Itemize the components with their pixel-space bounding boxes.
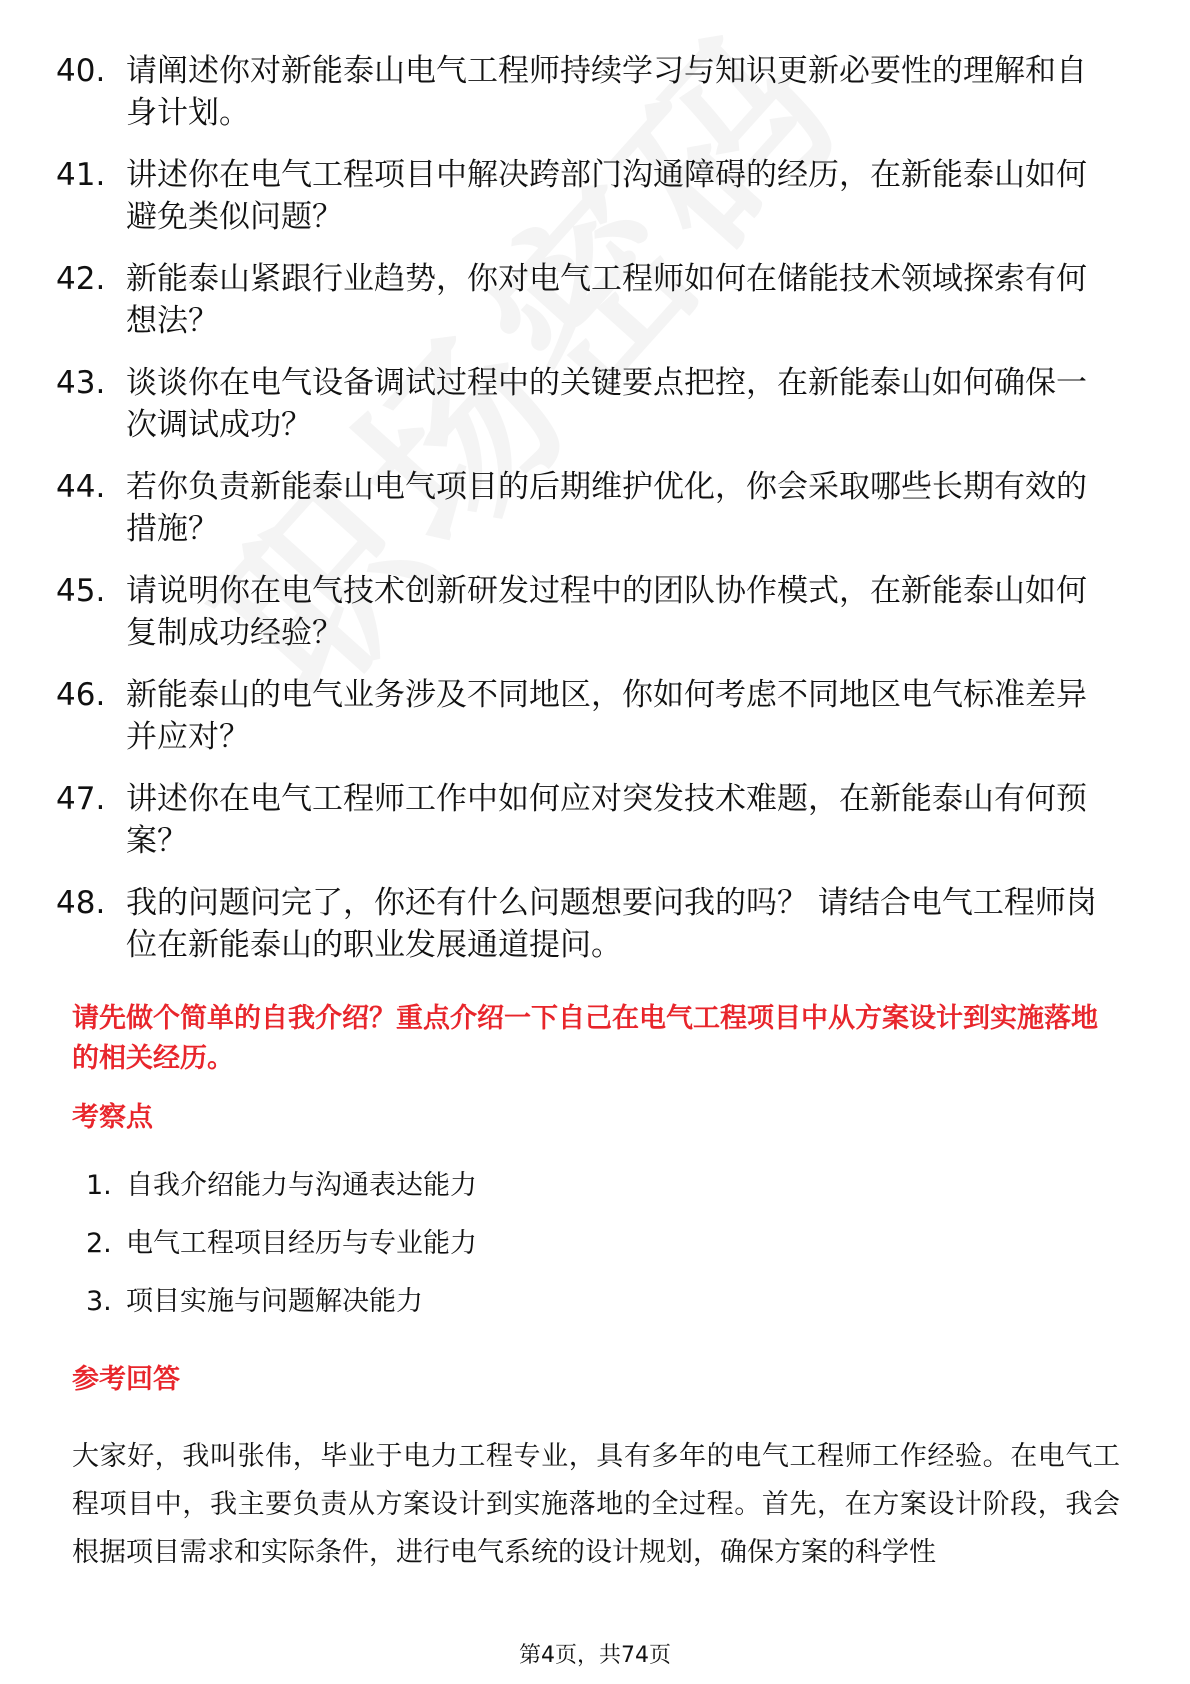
question-item <box>56 674 1116 758</box>
page-footer: 第4页，共74页 <box>519 1643 671 1668</box>
question-item <box>56 154 1116 238</box>
focus-point <box>86 1284 477 1342</box>
question-number: 42. <box>56 261 106 297</box>
question-number: 47. <box>56 781 106 817</box>
question-item <box>56 50 1116 134</box>
question-text: 新能泰山的电气业务涉及不同地区，你如何考虑不同地区电气标准差异并应对？ <box>126 677 1087 755</box>
question-item <box>56 466 1116 550</box>
question-item <box>56 778 1116 862</box>
question-item <box>56 362 1116 446</box>
question-text: 谈谈你在电气设备调试过程中的关键要点把控，在新能泰山如何确保一次调试成功？ <box>126 365 1087 443</box>
answer-heading: 参考回答 <box>72 1364 180 1395</box>
answer-text: 大家好，我叫张伟，毕业于电力工程专业，具有多年的电气工程师工作经验。在电气工程项目中，我主要负责从方案设计到实施落地的全过程。首先，在方案设计阶段，我会根据项目需求和实际条件，进行电气系统的设计规划，确保方案的科学性 <box>72 1441 1120 1568</box>
question-number: 44. <box>56 469 106 505</box>
question-number: 48. <box>56 885 106 921</box>
focus-point-number: 3. <box>86 1286 112 1317</box>
question-number: 45. <box>56 573 106 609</box>
question-number: 43. <box>56 365 106 401</box>
focus-points <box>86 1168 477 1342</box>
question-text: 我的问题问完了，你还有什么问题想要问我的吗？ 请结合电气工程师岗位在新能泰山的职业发展通道提问。 <box>126 885 1097 963</box>
question-text: 讲述你在电气工程项目中解决跨部门沟通障碍的经历，在新能泰山如何避免类似问题？ <box>126 157 1087 235</box>
question-number: 41. <box>56 157 106 193</box>
focus-point-number: 1. <box>86 1170 112 1201</box>
question-item <box>56 882 1116 966</box>
focus-point-text: 电气工程项目经历与专业能力 <box>126 1228 477 1259</box>
focus-point-text: 项目实施与问题解决能力 <box>126 1286 423 1317</box>
focus-point <box>86 1168 477 1226</box>
question-text: 请说明你在电气技术创新研发过程中的团队协作模式，在新能泰山如何复制成功经验？ <box>126 573 1087 651</box>
question-number: 46. <box>56 677 106 713</box>
focus-point <box>86 1226 477 1284</box>
question-item <box>56 258 1116 342</box>
question-text: 若你负责新能泰山电气项目的后期维护优化，你会采取哪些长期有效的措施？ <box>126 469 1087 547</box>
question-list <box>56 50 1116 986</box>
question-text: 讲述你在电气工程师工作中如何应对突发技术难题，在新能泰山有何预案？ <box>126 781 1087 859</box>
focus-heading: 考察点 <box>72 1102 153 1133</box>
question-item <box>56 570 1116 654</box>
question-text: 请阐述你对新能泰山电气工程师持续学习与知识更新必要性的理解和自身计划。 <box>126 53 1087 131</box>
intro-question: 请先做个简单的自我介绍？重点介绍一下自己在电气工程项目中从方案设计到实施落地的相关经历。 <box>72 1003 1098 1074</box>
focus-point-number: 2. <box>86 1228 112 1259</box>
question-number: 40. <box>56 53 106 89</box>
focus-point-text: 自我介绍能力与沟通表达能力 <box>126 1170 477 1201</box>
question-text: 新能泰山紧跟行业趋势，你对电气工程师如何在储能技术领域探索有何想法？ <box>126 261 1087 339</box>
